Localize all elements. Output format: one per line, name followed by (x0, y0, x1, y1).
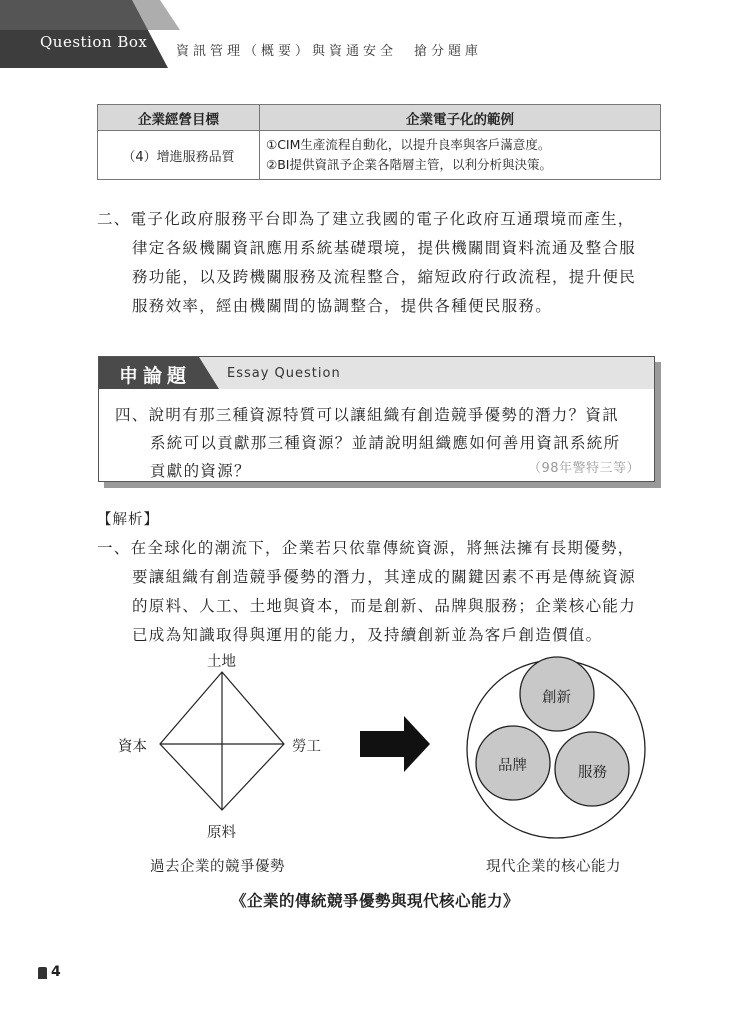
table-cell-goal: （4）增進服務品質 (98, 131, 260, 180)
diamond-label-left: 資本 (118, 739, 147, 755)
diamond-shape (160, 672, 284, 810)
example-line: ②BI提供資訊予企業各階層主管，以利分析與決策。 (266, 157, 552, 172)
diamond-label-top: 土地 (207, 654, 236, 670)
modern-caption: 現代企業的核心能力 (486, 859, 621, 875)
table-header-goal: 企業經營目標 (98, 105, 260, 131)
paragraph-line: 已成為知識取得與運用的能力，及持續創新並為客戶創造價值。 (132, 626, 603, 644)
paragraph-line: 要讓組織有創造競爭優勢的潛力，其達成的關鍵因素不再是傳統資源 (132, 568, 637, 586)
past-caption: 過去企業的競爭優勢 (150, 859, 285, 875)
essay-tab-label: 申論題 (119, 365, 192, 387)
core-capability-circles (467, 657, 645, 838)
circle-label-service: 服務 (578, 765, 607, 781)
table-header-example: 企業電子化的範例 (260, 105, 661, 131)
page-marker-icon (38, 967, 47, 979)
paragraph-line: 務功能，以及跨機關服務及流程整合，縮短政府行政流程，提升便民 (132, 268, 637, 286)
paragraph-line: 服務效率，經由機關間的協調整合，提供各種便民服務。 (132, 297, 553, 315)
paragraph-line: 二、電子化政府服務平台即為了建立我國的電子化政府互通環境而產生， (97, 210, 635, 228)
paragraph-line: 的原料、人工、土地與資本，而是創新、品牌與服務；企業核心能力 (132, 597, 637, 615)
arrow-right-icon (360, 716, 430, 772)
example-line: ①CIM生產流程自動化，以提升良率與客戶滿意度。 (266, 137, 551, 152)
question-source: （98年警特三等） (527, 461, 640, 476)
paragraph-line: 律定各級機關資訊應用系統基礎環境，提供機關間資料流通及整合服 (132, 239, 637, 257)
figure-title: 《企業的傳統競爭優勢與現代核心能力》 (230, 892, 519, 910)
page-number: 4 (51, 964, 61, 980)
paragraph-line: 一、在全球化的潮流下，企業若只依靠傳統資源，將無法擁有長期優勢， (97, 539, 635, 557)
circle-label-brand: 品牌 (498, 758, 527, 774)
essay-english-label: Essay Question (227, 366, 341, 381)
question-line: 四、說明有那三種資源特質可以讓組織有創造競爭優勢的潛力？資訊 (115, 406, 620, 424)
diamond-label-bottom: 原料 (207, 825, 236, 841)
header-book-title: 資訊管理（概要）與資通安全 搶分題庫 (176, 44, 483, 59)
header-brand: Question Box (40, 33, 148, 51)
circle-label-innovation: 創新 (542, 690, 571, 706)
analysis-label: 【解析】 (97, 512, 159, 528)
diamond-label-right: 勞工 (292, 739, 321, 755)
question-line: 貢獻的資源？ (150, 462, 251, 480)
question-line: 系統可以貢獻那三種資源？並請說明組織應如何善用資訊系統所 (150, 434, 621, 452)
